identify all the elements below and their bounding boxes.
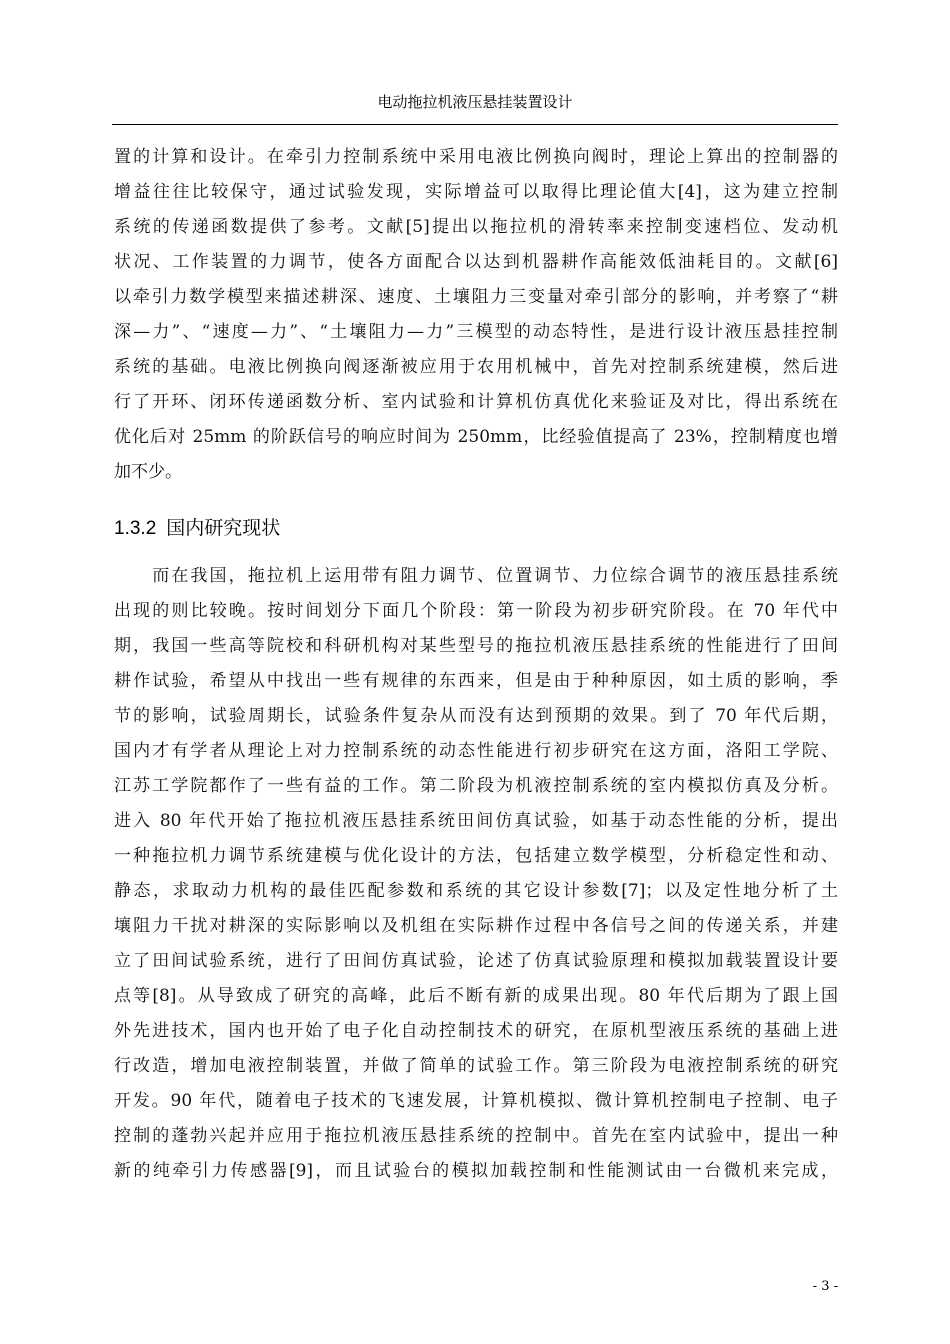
text-line: 外先进技术，国内也开始了电子化自动控制技术的研究，在原机型液压系统的基础上进	[114, 1021, 838, 1041]
text-line: 系统的传递函数提供了参考。文献[5]提出以拖拉机的滑转率来控制变速档位、发动机	[114, 217, 838, 237]
page-number: - 3 -	[812, 1279, 838, 1294]
text-line: 深—力”、“速度—力”、“土壤阻力—力”三模型的动态特性，是进行设计液压悬挂控制	[114, 322, 838, 342]
text-line: 节的影响，试验周期长，试验条件复杂从而没有达到预期的效果。到了 70 年代后期，	[114, 706, 838, 726]
text-line: 开发。90 年代，随着电子技术的飞速发展，计算机模拟、微计算机控制电子控制、电子	[114, 1091, 838, 1111]
text-line: 控制的蓬勃兴起并应用于拖拉机液压悬挂系统的控制中。首先在室内试验中，提出一种	[114, 1126, 838, 1146]
text-line: 置的计算和设计。在牵引力控制系统中采用电液比例换向阀时，理论上算出的控制器的	[114, 147, 838, 167]
text-line: 新的纯牵引力传感器[9]，而且试验台的模拟加载控制和性能测试由一台微机来完成，	[114, 1161, 838, 1181]
text-line: 壤阻力干扰对耕深的实际影响以及机组在实际耕作过程中各信号之间的传递关系，并建	[114, 916, 838, 936]
running-header-title: 电动拖拉机液压悬挂装置设计	[377, 93, 573, 111]
text-line: 出现的则比较晚。按时间划分下面几个阶段：第一阶段为初步研究阶段。在 70 年代中	[114, 601, 838, 621]
text-line: 江苏工学院都作了一些有益的工作。第二阶段为机液控制系统的室内模拟仿真及分析。	[114, 776, 838, 796]
text-line: 以牵引力数学模型来描述耕深、速度、土壤阻力三变量对牵引部分的影响，并考察了“耕	[114, 287, 838, 307]
text-line: 而在我国，拖拉机上运用带有阻力调节、位置调节、力位综合调节的液压悬挂系统	[114, 566, 838, 586]
text-line: 行改造，增加电液控制装置，并做了简单的试验工作。第三阶段为电液控制系统的研究	[114, 1056, 838, 1076]
text-line: 系统的基础。电液比例换向阀逐渐被应用于农用机械中，首先对控制系统建模，然后进	[114, 357, 838, 377]
section-heading	[114, 512, 280, 544]
text-line: 加不少。	[114, 462, 182, 482]
text-line: 立了田间试验系统，进行了田间仿真试验，论述了仿真试验原理和模拟加载装置设计要	[114, 951, 838, 971]
text-line: 静态，求取动力机构的最佳匹配参数和系统的其它设计参数[7]；以及定性地分析了土	[114, 881, 838, 901]
text-line: 耕作试验，希望从中找出一些有规律的东西来，但是由于种种原因，如土质的影响，季	[114, 671, 838, 691]
text-line: 一种拖拉机力调节系统建模与优化设计的方法，包括建立数学模型，分析稳定性和动、	[114, 846, 838, 866]
text-line: 国内才有学者从理论上对力控制系统的动态性能进行初步研究在这方面，洛阳工学院、	[114, 741, 838, 761]
text-line: 行了开环、闭环传递函数分析、室内试验和计算机仿真优化来验证及对比，得出系统在	[114, 392, 838, 412]
header-rule	[112, 124, 838, 125]
text-line: 期，我国一些高等院校和科研机构对某些型号的拖拉机液压悬挂系统的性能进行了田间	[114, 636, 838, 656]
text-line: 点等[8]。从导致成了研究的高峰，此后不断有新的成果出现。80 年代后期为了跟上国	[114, 986, 838, 1006]
text-line: 状况、工作装置的力调节，使各方面配合以达到机器耕作高能效低油耗目的。文献[6]	[114, 252, 838, 272]
section-number: 1.3.2	[114, 518, 157, 539]
text-line: 进入 80 年代开始了拖拉机液压悬挂系统田间仿真试验，如基于动态性能的分析，提出	[114, 811, 838, 831]
section-title: 国内研究现状	[166, 517, 281, 539]
text-line: 优化后对 25mm 的阶跃信号的响应时间为 250mm，比经验值提高了 23%，控制精度也增	[114, 427, 838, 447]
text-line: 增益往往比较保守，通过试验发现，实际增益可以取得比理论值大[4]，这为建立控制	[114, 182, 838, 202]
